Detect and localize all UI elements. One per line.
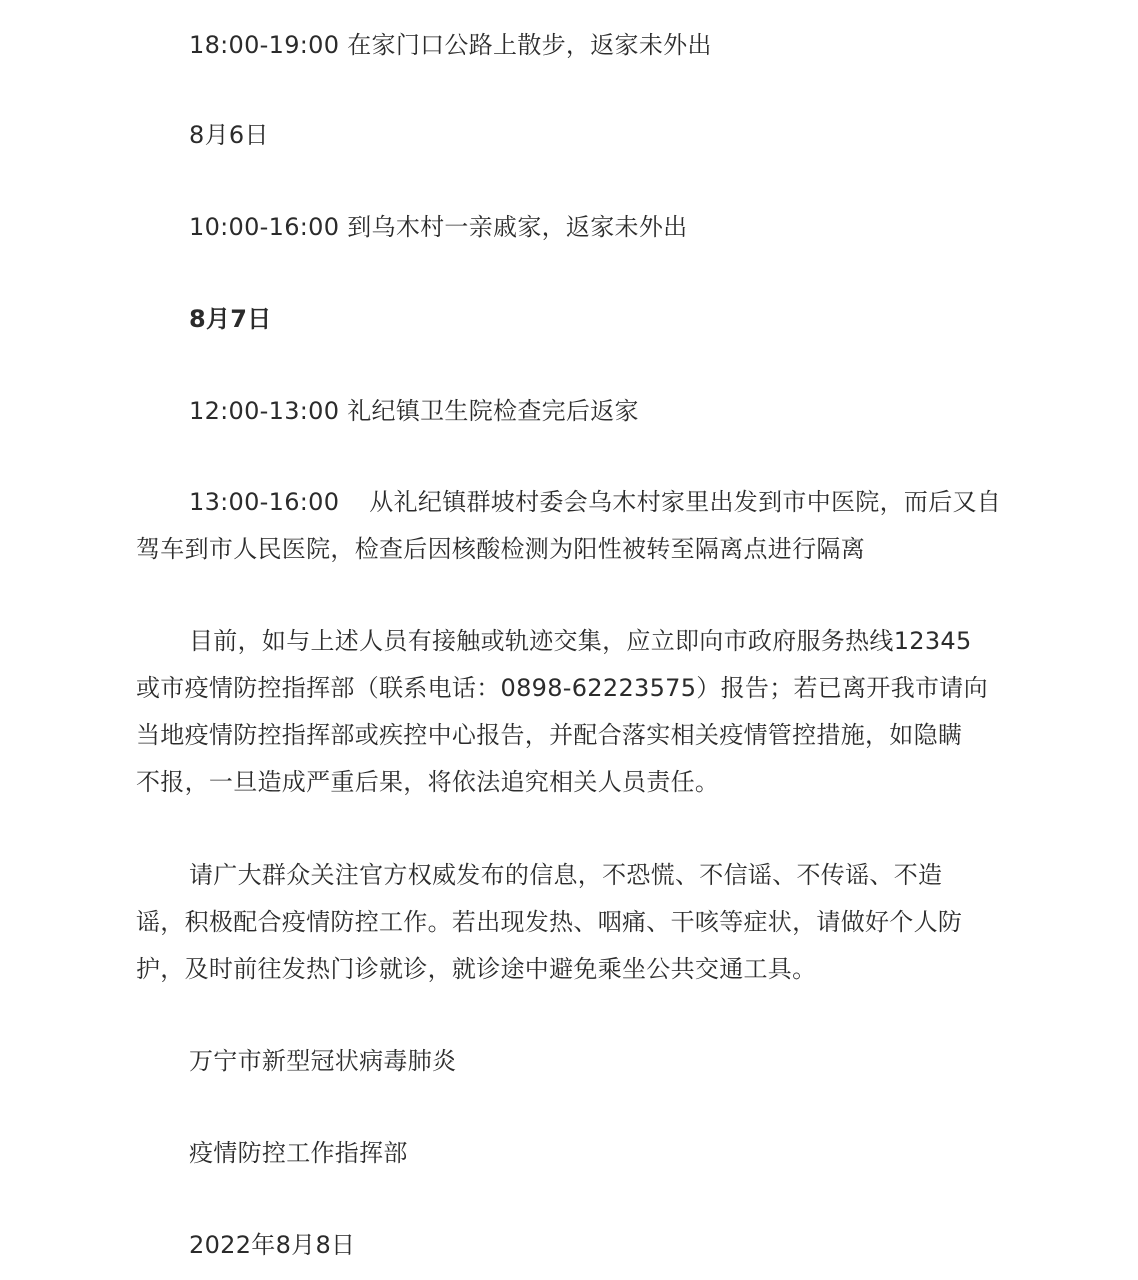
entry-text: 在家门口公路上散步，返家未外出 bbox=[347, 31, 712, 59]
entry-text: 礼纪镇卫生院检查完后返家 bbox=[347, 397, 639, 425]
trajectory-entry bbox=[189, 479, 1138, 525]
notice-paragraph-line: 当地疫情防控指挥部或疾控中心报告，并配合落实相关疫情管控措施，如隐瞒 bbox=[136, 721, 963, 749]
notice-paragraph-line: 不报，一旦造成严重后果，将依法追究相关人员责任。 bbox=[136, 768, 720, 796]
entry-time: 12:00-13:00 bbox=[189, 397, 340, 425]
notice-paragraph-line: 目前，如与上述人员有接触或轨迹交集，应立即向市政府服务热线12345 bbox=[189, 627, 972, 655]
advice-paragraph-line: 请广大群众关注官方权威发布的信息，不恐慌、不信谣、不传谣、不造 bbox=[189, 861, 943, 889]
entry-text: 到乌木村一亲戚家，返家未外出 bbox=[347, 213, 688, 241]
date-heading: 8月6日 bbox=[189, 121, 269, 149]
trajectory-entry bbox=[189, 204, 1138, 250]
trajectory-entry bbox=[189, 388, 1138, 434]
advice-paragraph-line: 谣，积极配合疫情防控工作。若出现发热、咽痛、干咳等症状，请做好个人防 bbox=[136, 908, 963, 936]
entry-text: 从礼纪镇群坡村委会乌木村家里出发到市中医院，而后又自 bbox=[369, 488, 1002, 516]
entry-time: 13:00-16:00 bbox=[189, 488, 340, 516]
entry-time: 18:00-19:00 bbox=[189, 31, 340, 59]
entry-text-continuation: 驾车到市人民医院，检查后因核酸检测为阳性被转至隔离点进行隔离 bbox=[136, 535, 865, 563]
signature-organization: 万宁市新型冠状病毒肺炎 bbox=[189, 1047, 457, 1075]
notice-paragraph-line: 或市疫情防控指挥部（联系电话：0898-62223575）报告；若已离开我市请向 bbox=[136, 674, 988, 702]
signature-date: 2022年8月8日 bbox=[189, 1231, 356, 1259]
signature-organization: 疫情防控工作指挥部 bbox=[189, 1139, 408, 1167]
date-heading: 8月7日 bbox=[189, 305, 272, 333]
entry-time: 10:00-16:00 bbox=[189, 213, 340, 241]
trajectory-entry bbox=[189, 22, 1138, 68]
advice-paragraph-line: 护，及时前往发热门诊就诊，就诊途中避免乘坐公共交通工具。 bbox=[136, 955, 817, 983]
